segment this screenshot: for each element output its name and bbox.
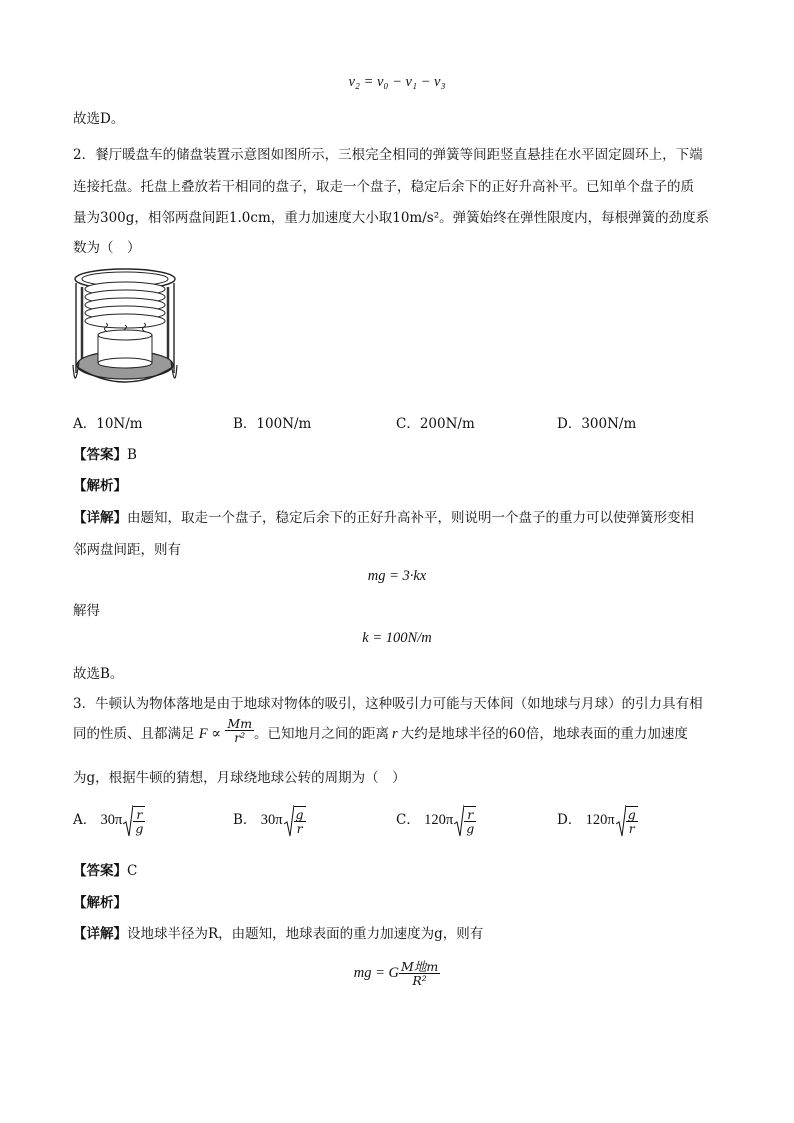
q2-answer [73,443,137,463]
fraction-numerator: r [133,808,145,822]
q3-answer [73,859,137,879]
q2-conclusion: 故选B。 [73,666,124,682]
answer-label: 【答案】 [73,863,127,879]
option-coefficient: 30π [260,812,283,828]
answer-value: C [127,863,138,879]
q2-text-line-4: 数为（ ） [73,240,141,256]
fraction-numerator: g [627,807,636,822]
q3-gravity-equation [0,960,794,987]
proportional-fraction [225,717,254,744]
prev-equation: v₂ = v₀ − v₁ − v₃ [348,74,446,90]
q3-line2-part-a: 同的性质、且都满足 [73,726,195,742]
fraction-numerator: M地m [401,959,439,974]
q3-option-d [557,806,638,835]
detail-text: 设地球半径为R，由题知，地球表面的重力加速度为g，则有 [127,926,484,942]
fraction-denominator: g [466,821,475,836]
q2-option-b: B．100N/m [233,416,312,432]
option-label: D． [557,812,582,828]
sqrt-radical [454,806,476,835]
answer-value: B [127,447,137,463]
prev-conclusion: 故选D。 [73,111,125,127]
answer-label: 【答案】 [73,447,127,463]
option-coefficient: 30π [100,812,123,828]
fraction-denominator: R² [412,973,427,988]
q2-equation-2: k = 100N/m [362,630,432,646]
option-label: B． [233,812,257,828]
option-coefficient: 120π [585,812,615,828]
q2-option-a: A．10N/m [73,416,143,432]
q3-option-c [396,806,476,835]
equation-lhs: mg = G [353,965,400,981]
q2-text-line-2: 连接托盘。托盘上叠放若干相同的盘子，取走一个盘子，稳定后余下的正好升高补平。已知单个盘子的质 [73,179,694,195]
fraction-denominator: r [628,821,635,836]
q2-detail-line-1 [73,506,694,526]
fraction-denominator: g [135,821,144,836]
equation-fraction [399,960,440,987]
option-label: C． [396,812,420,828]
q2-solve-label: 解得 [73,603,100,619]
q3-line2-part-c: 大约是地球半径的60倍，地球表面的重力加速度 [400,726,688,742]
fraction-numerator: Mm [227,716,253,731]
option-coefficient: 120π [424,812,454,828]
q2-option-d: D．300N/m [557,416,637,432]
q3-option-b [233,806,306,835]
q3-text-line-1: 3．牛顿认为物体落地是由于地球对物体的吸引，这种吸引力可能与天体间（如地球与月球）的引力具有相 [73,696,703,712]
q3-line2-part-b: 。已知地月之间的距离 [254,726,390,742]
q2-detail-line-2: 邻两盘间距，则有 [73,542,181,558]
r-symbol: r [392,726,398,742]
fraction-numerator: r [464,808,476,822]
q2-equation-1: mg = 3·kx [367,568,427,584]
fraction-denominator: r [296,821,303,836]
detail-text: 由题知，取走一个盘子，稳定后余下的正好升高补平，则说明一个盘子的重力可以使弹簧形变相 [127,510,694,526]
q3-option-a [73,806,145,835]
q2-text-line-1: 2．餐厅暖盘车的储盘装置示意图如图所示，三根完全相同的弹簧等间距竖直悬挂在水平固定圆环上，下端 [73,147,703,163]
q3-text-line-3: 为g，根据牛顿的猜想，月球绕地球公转的周期为（ ） [73,770,406,786]
fraction-denominator: r² [234,730,246,745]
sqrt-radical [616,806,638,835]
plate-warmer-figure [70,265,180,398]
q3-detail-line-1 [73,922,483,942]
option-label: A． [73,812,97,828]
sqrt-radical [284,806,306,835]
q2-analysis-label: 【解析】 [73,478,127,494]
q2-text-line-3: 量为300g，相邻两盘间距1.0cm，重力加速度大小取10m/s²。弹簧始终在弹性限度内，每根弹簧的劲度系 [73,210,710,226]
detail-label: 【详解】 [73,926,127,942]
q3-analysis-label: 【解析】 [73,895,127,911]
sqrt-radical [123,806,145,835]
fraction-numerator: g [295,807,304,822]
q2-option-c: C．200N/m [396,416,475,432]
detail-label: 【详解】 [73,510,127,526]
proportional-lhs: F ∝ [198,726,222,742]
q3-text-line-2 [73,716,688,745]
